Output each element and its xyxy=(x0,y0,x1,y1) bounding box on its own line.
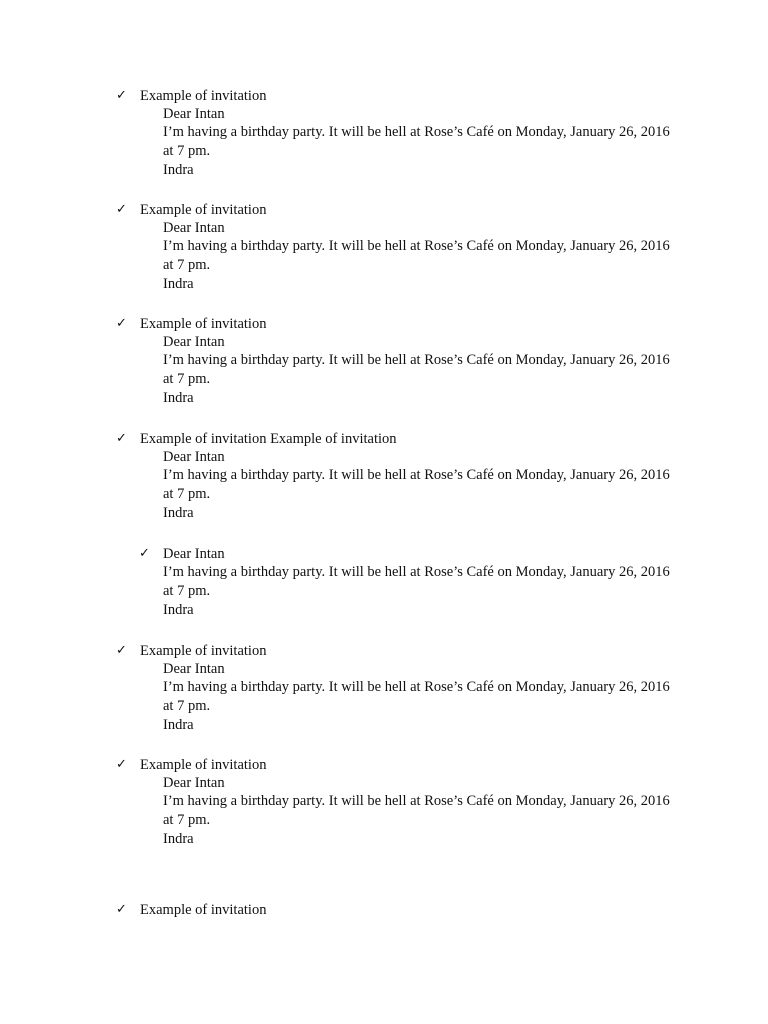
message: I’m having a birthday party. It will be hell at Rose’s Café on Monday, January 26, 2016 at 7 pm. xyxy=(163,564,670,599)
invitation-body xyxy=(163,448,683,522)
checkmark-icon: ✓ xyxy=(116,643,127,658)
item-title: Example of invitation Example of invitation xyxy=(140,431,397,447)
signature: Indra xyxy=(163,162,194,178)
invitation-body xyxy=(163,660,683,734)
message: I’m having a birthday party. It will be hell at Rose’s Café on Monday, January 26, 2016 at 7 pm. xyxy=(163,124,670,159)
checkmark-icon: ✓ xyxy=(116,202,127,217)
signature: Indra xyxy=(163,390,194,406)
invitation-body xyxy=(163,333,683,407)
checkmark-icon: ✓ xyxy=(139,546,150,561)
signature: Indra xyxy=(163,602,194,618)
invitation-body xyxy=(163,105,683,179)
greeting: Dear Intan xyxy=(163,661,225,677)
invitation-body xyxy=(163,774,683,848)
message: I’m having a birthday party. It will be hell at Rose’s Café on Monday, January 26, 2016 at 7 pm. xyxy=(163,352,670,387)
checkmark-icon: ✓ xyxy=(116,88,127,103)
checkmark-icon: ✓ xyxy=(116,902,127,917)
item-title: Example of invitation xyxy=(140,88,267,104)
greeting: Dear Intan xyxy=(163,334,225,350)
message: I’m having a birthday party. It will be hell at Rose’s Café on Monday, January 26, 2016 at 7 pm. xyxy=(163,793,670,828)
invitation-body xyxy=(163,545,683,619)
item-title: Example of invitation xyxy=(140,643,267,659)
greeting: Dear Intan xyxy=(163,775,225,791)
signature: Indra xyxy=(163,276,194,292)
checkmark-icon: ✓ xyxy=(116,316,127,331)
message: I’m having a birthday party. It will be hell at Rose’s Café on Monday, January 26, 2016 at 7 pm. xyxy=(163,467,670,502)
invitation-body xyxy=(163,219,683,293)
signature: Indra xyxy=(163,831,194,847)
signature: Indra xyxy=(163,717,194,733)
greeting: Dear Intan xyxy=(163,220,225,236)
message: I’m having a birthday party. It will be hell at Rose’s Café on Monday, January 26, 2016 at 7 pm. xyxy=(163,679,670,714)
checkmark-icon: ✓ xyxy=(116,757,127,772)
item-title: Example of invitation xyxy=(140,202,267,218)
greeting: Dear Intan xyxy=(163,546,225,562)
item-title: Example of invitation xyxy=(140,757,267,773)
message: I’m having a birthday party. It will be hell at Rose’s Café on Monday, January 26, 2016 at 7 pm. xyxy=(163,238,670,273)
item-title: Example of invitation xyxy=(140,902,267,918)
signature: Indra xyxy=(163,505,194,521)
checkmark-icon: ✓ xyxy=(116,431,127,446)
greeting: Dear Intan xyxy=(163,106,225,122)
greeting: Dear Intan xyxy=(163,449,225,465)
item-title: Example of invitation xyxy=(140,316,267,332)
